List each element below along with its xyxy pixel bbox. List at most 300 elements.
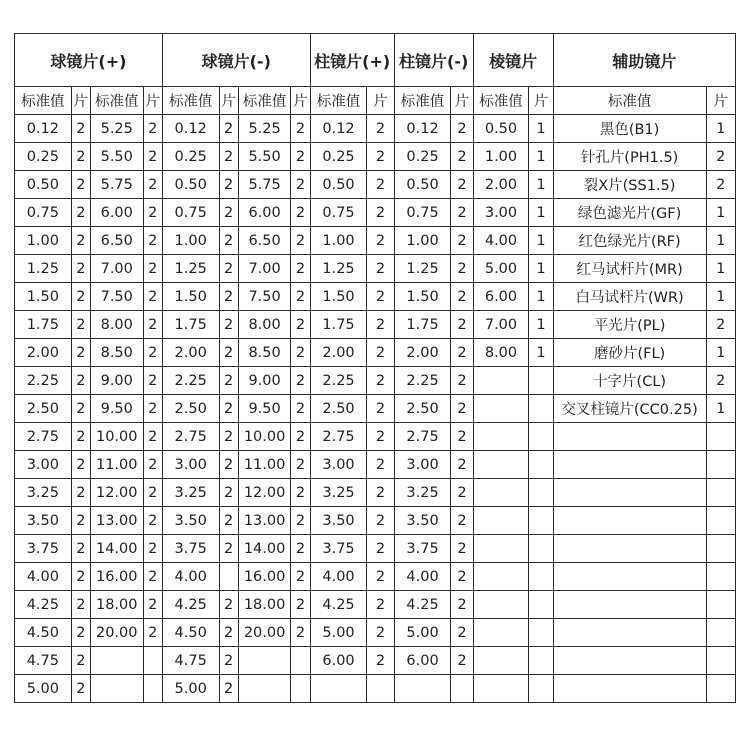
standard-value-cell: 3.50 — [162, 507, 219, 535]
piece-count-cell — [529, 367, 553, 395]
piece-count-cell: 2 — [451, 199, 473, 227]
standard-value-cell: 0.25 — [310, 143, 367, 171]
standard-value-cell: 1.00 — [162, 227, 219, 255]
standard-value-cell: 0.50 — [310, 171, 367, 199]
piece-count-cell: 2 — [219, 115, 238, 143]
standard-value-cell — [473, 479, 529, 507]
table-row — [15, 115, 736, 143]
standard-value-cell: 0.75 — [394, 199, 451, 227]
standard-value-cell: 5.00 — [162, 675, 219, 703]
standard-value-cell: 3.75 — [310, 535, 367, 563]
piece-count-cell: 2 — [219, 535, 238, 563]
standard-value-cell: 1.00 — [394, 227, 451, 255]
standard-value-cell: 0.50 — [15, 171, 72, 199]
standard-value-cell: 3.75 — [15, 535, 72, 563]
group-header-cylinder-minus: 柱镜片(-) — [394, 34, 473, 87]
standard-value-cell: 黑色(B1) — [553, 115, 706, 143]
group-header-cylinder-plus: 柱镜片(+) — [310, 34, 394, 87]
standard-value-cell: 5.00 — [310, 619, 367, 647]
standard-value-cell: 13.00 — [238, 507, 291, 535]
standard-value-cell: 0.12 — [162, 115, 219, 143]
standard-value-cell — [394, 675, 451, 703]
piece-count-cell — [529, 423, 553, 451]
piece-count-cell: 2 — [367, 255, 394, 283]
group-header-row — [15, 34, 736, 87]
piece-count-cell — [706, 535, 735, 563]
piece-count-header: 片 — [291, 87, 310, 115]
standard-value-cell: 0.25 — [162, 143, 219, 171]
standard-value-cell: 2.75 — [15, 423, 72, 451]
standard-value-cell: 3.00 — [394, 451, 451, 479]
piece-count-cell: 2 — [367, 395, 394, 423]
piece-count-cell: 2 — [71, 619, 90, 647]
piece-count-cell: 2 — [143, 591, 162, 619]
standard-value-cell: 5.00 — [15, 675, 72, 703]
piece-count-cell: 2 — [451, 591, 473, 619]
piece-count-cell: 2 — [291, 479, 310, 507]
piece-count-cell: 1 — [706, 339, 735, 367]
piece-count-cell: 2 — [451, 507, 473, 535]
piece-count-cell: 2 — [367, 171, 394, 199]
standard-value-cell: 8.00 — [90, 311, 143, 339]
table-row — [15, 255, 736, 283]
piece-count-cell — [706, 423, 735, 451]
group-header-sphere-plus: 球镜片(+) — [15, 34, 163, 87]
piece-count-cell — [706, 451, 735, 479]
standard-value-cell: 2.00 — [394, 339, 451, 367]
piece-count-cell: 2 — [71, 311, 90, 339]
standard-value-cell: 2.50 — [310, 395, 367, 423]
standard-value-cell — [553, 591, 706, 619]
piece-count-cell: 2 — [71, 143, 90, 171]
piece-count-cell: 2 — [143, 395, 162, 423]
standard-value-cell: 18.00 — [90, 591, 143, 619]
standard-value-cell: 3.00 — [162, 451, 219, 479]
standard-value-cell: 14.00 — [90, 535, 143, 563]
piece-count-cell: 2 — [71, 647, 90, 675]
piece-count-cell — [529, 619, 553, 647]
piece-count-cell: 2 — [706, 171, 735, 199]
standard-value-cell: 6.00 — [310, 647, 367, 675]
sub-header-row — [15, 87, 736, 115]
standard-value-cell: 针孔片(PH1.5) — [553, 143, 706, 171]
standard-value-cell: 11.00 — [238, 451, 291, 479]
group-header-auxiliary: 辅助镜片 — [553, 34, 735, 87]
standard-value-cell: 0.75 — [310, 199, 367, 227]
piece-count-cell: 2 — [367, 591, 394, 619]
standard-value-header: 标准值 — [394, 87, 451, 115]
standard-value-cell — [553, 423, 706, 451]
group-header-sphere-minus: 球镜片(-) — [162, 34, 310, 87]
standard-value-cell: 7.00 — [473, 311, 529, 339]
standard-value-cell: 2.00 — [310, 339, 367, 367]
piece-count-cell: 2 — [291, 115, 310, 143]
standard-value-cell: 2.25 — [310, 367, 367, 395]
standard-value-cell — [473, 423, 529, 451]
standard-value-cell: 2.25 — [15, 367, 72, 395]
standard-value-cell: 9.00 — [90, 367, 143, 395]
piece-count-cell: 2 — [367, 507, 394, 535]
piece-count-header: 片 — [706, 87, 735, 115]
standard-value-cell: 3.00 — [310, 451, 367, 479]
piece-count-cell: 2 — [143, 115, 162, 143]
piece-count-cell: 1 — [706, 227, 735, 255]
piece-count-cell: 2 — [367, 227, 394, 255]
standard-value-cell: 8.50 — [90, 339, 143, 367]
standard-value-cell: 6.00 — [394, 647, 451, 675]
piece-count-cell: 2 — [71, 227, 90, 255]
standard-value-cell: 1.50 — [310, 283, 367, 311]
standard-value-cell — [90, 647, 143, 675]
standard-value-cell — [553, 535, 706, 563]
piece-count-cell — [291, 647, 310, 675]
standard-value-cell: 磨砂片(FL) — [553, 339, 706, 367]
standard-value-cell: 4.00 — [162, 563, 219, 591]
standard-value-cell: 8.00 — [473, 339, 529, 367]
piece-count-cell: 2 — [143, 619, 162, 647]
standard-value-cell: 2.25 — [394, 367, 451, 395]
piece-count-cell: 2 — [706, 311, 735, 339]
standard-value-cell: 5.50 — [90, 143, 143, 171]
piece-count-cell: 1 — [529, 283, 553, 311]
piece-count-cell: 2 — [71, 115, 90, 143]
piece-count-cell: 2 — [451, 143, 473, 171]
standard-value-cell — [473, 647, 529, 675]
piece-count-cell — [706, 591, 735, 619]
piece-count-header: 片 — [367, 87, 394, 115]
piece-count-cell: 1 — [529, 311, 553, 339]
piece-count-cell: 2 — [219, 143, 238, 171]
standard-value-cell: 2.50 — [15, 395, 72, 423]
piece-count-cell: 2 — [291, 227, 310, 255]
standard-value-cell: 4.75 — [15, 647, 72, 675]
piece-count-cell: 2 — [71, 255, 90, 283]
standard-value-cell: 20.00 — [238, 619, 291, 647]
standard-value-cell: 6.00 — [90, 199, 143, 227]
piece-count-cell: 2 — [219, 339, 238, 367]
standard-value-cell — [553, 675, 706, 703]
standard-value-cell: 0.25 — [15, 143, 72, 171]
piece-count-cell: 2 — [71, 591, 90, 619]
piece-count-cell: 2 — [71, 395, 90, 423]
piece-count-cell: 2 — [143, 171, 162, 199]
piece-count-cell — [143, 675, 162, 703]
standard-value-cell: 3.50 — [394, 507, 451, 535]
standard-value-cell: 1.25 — [15, 255, 72, 283]
piece-count-cell: 2 — [219, 255, 238, 283]
piece-count-cell: 2 — [451, 283, 473, 311]
piece-count-cell: 2 — [71, 199, 90, 227]
piece-count-cell: 2 — [451, 423, 473, 451]
piece-count-cell: 2 — [367, 647, 394, 675]
piece-count-cell: 2 — [451, 171, 473, 199]
piece-count-cell: 2 — [143, 367, 162, 395]
table-row — [15, 227, 736, 255]
standard-value-cell — [553, 563, 706, 591]
standard-value-cell — [473, 367, 529, 395]
standard-value-cell: 4.50 — [162, 619, 219, 647]
piece-count-cell: 2 — [451, 255, 473, 283]
piece-count-header: 片 — [451, 87, 473, 115]
standard-value-cell: 裂X片(SS1.5) — [553, 171, 706, 199]
standard-value-cell: 0.75 — [15, 199, 72, 227]
table-row — [15, 339, 736, 367]
standard-value-cell: 十字片(CL) — [553, 367, 706, 395]
standard-value-cell — [473, 619, 529, 647]
standard-value-header: 标准值 — [473, 87, 529, 115]
piece-count-cell: 2 — [219, 619, 238, 647]
piece-count-cell: 2 — [71, 507, 90, 535]
standard-value-cell: 1.75 — [162, 311, 219, 339]
standard-value-cell: 16.00 — [238, 563, 291, 591]
piece-count-cell: 2 — [451, 339, 473, 367]
piece-count-cell: 2 — [71, 479, 90, 507]
standard-value-cell: 4.50 — [15, 619, 72, 647]
standard-value-cell: 4.25 — [394, 591, 451, 619]
piece-count-cell: 2 — [367, 367, 394, 395]
piece-count-cell: 2 — [291, 311, 310, 339]
standard-value-cell: 1.25 — [310, 255, 367, 283]
table-row — [15, 367, 736, 395]
standard-value-cell — [310, 675, 367, 703]
group-header-prism: 棱镜片 — [473, 34, 553, 87]
table-row — [15, 283, 736, 311]
standard-value-cell: 3.50 — [310, 507, 367, 535]
piece-count-cell: 1 — [706, 255, 735, 283]
standard-value-cell: 18.00 — [238, 591, 291, 619]
standard-value-cell: 4.00 — [310, 563, 367, 591]
piece-count-cell: 2 — [451, 367, 473, 395]
standard-value-cell: 1.75 — [394, 311, 451, 339]
piece-count-cell: 2 — [291, 199, 310, 227]
standard-value-cell: 3.00 — [473, 199, 529, 227]
standard-value-cell — [553, 619, 706, 647]
piece-count-cell — [367, 675, 394, 703]
standard-value-cell: 5.00 — [473, 255, 529, 283]
piece-count-cell: 2 — [71, 283, 90, 311]
piece-count-header: 片 — [529, 87, 553, 115]
piece-count-header: 片 — [219, 87, 238, 115]
standard-value-cell: 3.25 — [394, 479, 451, 507]
piece-count-cell: 2 — [367, 311, 394, 339]
table-row — [15, 619, 736, 647]
standard-value-cell: 0.12 — [15, 115, 72, 143]
standard-value-cell: 10.00 — [238, 423, 291, 451]
piece-count-cell: 2 — [143, 563, 162, 591]
standard-value-cell: 5.00 — [394, 619, 451, 647]
standard-value-cell: 1.25 — [394, 255, 451, 283]
piece-count-cell: 2 — [143, 227, 162, 255]
piece-count-cell — [451, 675, 473, 703]
standard-value-cell: 2.00 — [15, 339, 72, 367]
table-row — [15, 507, 736, 535]
piece-count-cell: 2 — [451, 395, 473, 423]
standard-value-cell: 绿色滤光片(GF) — [553, 199, 706, 227]
standard-value-cell — [553, 451, 706, 479]
piece-count-cell: 2 — [71, 339, 90, 367]
standard-value-cell: 3.00 — [15, 451, 72, 479]
piece-count-cell: 2 — [291, 395, 310, 423]
standard-value-cell: 红色绿光片(RF) — [553, 227, 706, 255]
piece-count-cell — [529, 591, 553, 619]
piece-count-cell: 2 — [291, 283, 310, 311]
standard-value-cell: 4.25 — [15, 591, 72, 619]
piece-count-cell: 2 — [291, 143, 310, 171]
standard-value-cell: 0.50 — [473, 115, 529, 143]
piece-count-cell: 2 — [143, 507, 162, 535]
piece-count-cell: 2 — [71, 535, 90, 563]
standard-value-cell — [473, 563, 529, 591]
piece-count-cell: 2 — [291, 423, 310, 451]
standard-value-cell — [473, 535, 529, 563]
piece-count-cell: 1 — [529, 115, 553, 143]
standard-value-cell: 5.25 — [238, 115, 291, 143]
piece-count-cell: 1 — [706, 199, 735, 227]
standard-value-cell: 16.00 — [90, 563, 143, 591]
standard-value-cell: 3.25 — [162, 479, 219, 507]
piece-count-cell: 2 — [291, 563, 310, 591]
piece-count-cell — [529, 395, 553, 423]
standard-value-header: 标准值 — [90, 87, 143, 115]
table-row — [15, 535, 736, 563]
standard-value-cell: 12.00 — [238, 479, 291, 507]
standard-value-header: 标准值 — [15, 87, 72, 115]
standard-value-header: 标准值 — [553, 87, 706, 115]
piece-count-cell: 2 — [219, 451, 238, 479]
piece-count-cell: 2 — [367, 619, 394, 647]
piece-count-cell: 2 — [451, 535, 473, 563]
standard-value-cell: 6.50 — [90, 227, 143, 255]
piece-count-cell: 2 — [451, 479, 473, 507]
standard-value-cell: 2.00 — [473, 171, 529, 199]
piece-count-cell: 2 — [219, 171, 238, 199]
standard-value-cell — [473, 507, 529, 535]
piece-count-cell: 1 — [706, 115, 735, 143]
piece-count-header: 片 — [143, 87, 162, 115]
piece-count-cell: 2 — [219, 227, 238, 255]
piece-count-cell: 2 — [367, 479, 394, 507]
table-row — [15, 451, 736, 479]
piece-count-cell: 2 — [291, 591, 310, 619]
standard-value-cell: 6.00 — [238, 199, 291, 227]
piece-count-cell: 2 — [143, 479, 162, 507]
lens-spec-table — [14, 33, 736, 703]
piece-count-cell: 2 — [143, 451, 162, 479]
piece-count-cell: 2 — [367, 143, 394, 171]
piece-count-cell: 2 — [143, 255, 162, 283]
standard-value-cell — [473, 395, 529, 423]
standard-value-cell: 交叉柱镜片(CC0.25) — [553, 395, 706, 423]
standard-value-cell — [90, 675, 143, 703]
piece-count-header: 片 — [71, 87, 90, 115]
standard-value-cell: 20.00 — [90, 619, 143, 647]
table-row — [15, 591, 736, 619]
piece-count-cell: 2 — [706, 143, 735, 171]
piece-count-cell: 2 — [451, 619, 473, 647]
standard-value-cell: 4.25 — [162, 591, 219, 619]
piece-count-cell: 2 — [219, 423, 238, 451]
piece-count-cell: 2 — [219, 479, 238, 507]
standard-value-cell — [473, 591, 529, 619]
standard-value-cell — [553, 507, 706, 535]
standard-value-cell: 红马试杆片(MR) — [553, 255, 706, 283]
piece-count-cell: 2 — [143, 339, 162, 367]
piece-count-cell: 2 — [71, 367, 90, 395]
standard-value-cell: 6.00 — [473, 283, 529, 311]
piece-count-cell: 1 — [529, 199, 553, 227]
standard-value-cell — [238, 675, 291, 703]
piece-count-cell: 2 — [291, 619, 310, 647]
standard-value-cell: 7.00 — [238, 255, 291, 283]
piece-count-cell: 1 — [529, 339, 553, 367]
standard-value-cell: 7.50 — [90, 283, 143, 311]
standard-value-cell: 9.50 — [90, 395, 143, 423]
standard-value-cell: 3.25 — [15, 479, 72, 507]
standard-value-cell: 1.75 — [15, 311, 72, 339]
piece-count-cell: 2 — [219, 367, 238, 395]
standard-value-cell: 7.50 — [238, 283, 291, 311]
piece-count-cell: 2 — [291, 451, 310, 479]
piece-count-cell — [529, 535, 553, 563]
piece-count-cell: 2 — [367, 283, 394, 311]
piece-count-cell — [529, 451, 553, 479]
standard-value-cell: 2.50 — [394, 395, 451, 423]
standard-value-cell: 1.00 — [15, 227, 72, 255]
standard-value-cell: 3.50 — [15, 507, 72, 535]
piece-count-cell: 2 — [291, 339, 310, 367]
standard-value-cell: 8.00 — [238, 311, 291, 339]
piece-count-cell: 2 — [219, 675, 238, 703]
piece-count-cell — [529, 507, 553, 535]
standard-value-cell: 5.75 — [238, 171, 291, 199]
piece-count-cell: 2 — [219, 647, 238, 675]
piece-count-cell: 2 — [451, 647, 473, 675]
standard-value-cell: 白马试杆片(WR) — [553, 283, 706, 311]
standard-value-cell: 0.12 — [394, 115, 451, 143]
piece-count-cell: 1 — [529, 143, 553, 171]
piece-count-cell: 2 — [291, 367, 310, 395]
standard-value-cell: 7.00 — [90, 255, 143, 283]
table-row — [15, 675, 736, 703]
table-row — [15, 311, 736, 339]
piece-count-cell: 2 — [367, 563, 394, 591]
piece-count-cell — [529, 675, 553, 703]
standard-value-cell — [238, 647, 291, 675]
standard-value-cell — [553, 647, 706, 675]
piece-count-cell: 2 — [219, 591, 238, 619]
piece-count-cell: 2 — [71, 675, 90, 703]
piece-count-cell: 2 — [291, 535, 310, 563]
piece-count-cell — [529, 563, 553, 591]
table-row — [15, 563, 736, 591]
standard-value-header: 标准值 — [238, 87, 291, 115]
table-row — [15, 423, 736, 451]
table-head — [15, 34, 736, 115]
standard-value-cell: 1.50 — [162, 283, 219, 311]
standard-value-cell: 4.25 — [310, 591, 367, 619]
piece-count-cell: 2 — [451, 563, 473, 591]
standard-value-cell: 2.75 — [394, 423, 451, 451]
piece-count-cell: 1 — [529, 227, 553, 255]
standard-value-cell: 0.12 — [310, 115, 367, 143]
piece-count-cell — [529, 479, 553, 507]
table-row — [15, 395, 736, 423]
standard-value-cell: 9.50 — [238, 395, 291, 423]
standard-value-cell — [473, 675, 529, 703]
standard-value-cell: 1.75 — [310, 311, 367, 339]
standard-value-cell: 5.75 — [90, 171, 143, 199]
standard-value-cell: 5.25 — [90, 115, 143, 143]
